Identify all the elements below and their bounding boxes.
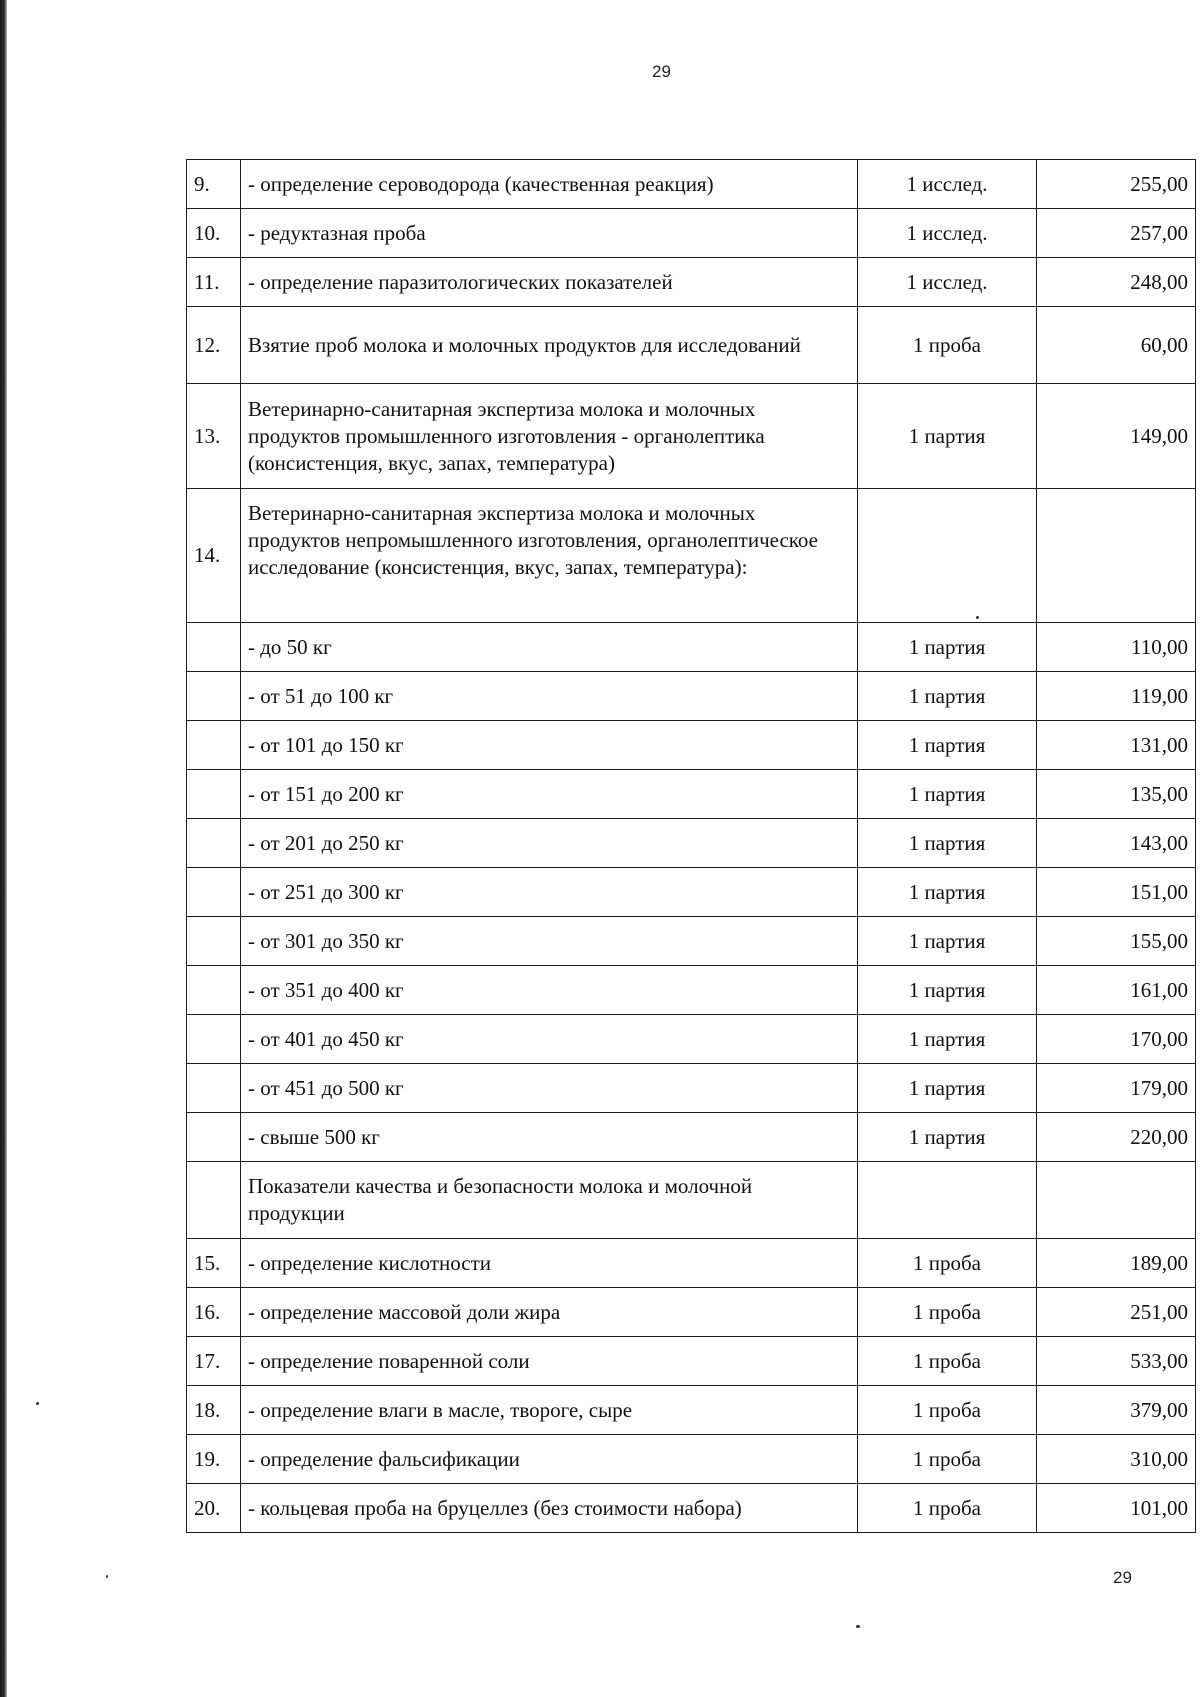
row-number: 20. bbox=[187, 1484, 241, 1533]
row-number: 16. bbox=[187, 1288, 241, 1337]
service-price bbox=[1037, 1162, 1196, 1239]
service-name: - от 151 до 200 кг bbox=[241, 770, 858, 819]
price-table bbox=[186, 159, 1196, 1533]
service-name: - до 50 кг bbox=[241, 623, 858, 672]
service-price: 220,00 bbox=[1037, 1113, 1196, 1162]
service-price: 533,00 bbox=[1037, 1337, 1196, 1386]
service-name: Взятие проб молока и молочных продуктов для исследований bbox=[241, 307, 858, 384]
row-number: 14. bbox=[187, 489, 241, 623]
service-name: - от 401 до 450 кг bbox=[241, 1015, 858, 1064]
row-number bbox=[187, 770, 241, 819]
service-name: - от 301 до 350 кг bbox=[241, 917, 858, 966]
service-price: 170,00 bbox=[1037, 1015, 1196, 1064]
row-number bbox=[187, 1162, 241, 1239]
table-row bbox=[187, 966, 1196, 1015]
service-name: - свыше 500 кг bbox=[241, 1113, 858, 1162]
row-number bbox=[187, 623, 241, 672]
row-number bbox=[187, 672, 241, 721]
service-price: 155,00 bbox=[1037, 917, 1196, 966]
table-row bbox=[187, 672, 1196, 721]
table-row bbox=[187, 489, 1196, 623]
table-row bbox=[187, 258, 1196, 307]
service-unit: 1 партия bbox=[858, 721, 1037, 770]
row-number bbox=[187, 1015, 241, 1064]
scan-speck bbox=[106, 1575, 108, 1578]
service-unit: 1 исслед. bbox=[858, 209, 1037, 258]
service-name: - определение сероводорода (качественная реакция) bbox=[241, 160, 858, 209]
service-price: 135,00 bbox=[1037, 770, 1196, 819]
service-unit: 1 проба bbox=[858, 1337, 1037, 1386]
table-row bbox=[187, 1435, 1196, 1484]
scan-edge-shadow bbox=[0, 0, 7, 1697]
row-number: 13. bbox=[187, 384, 241, 489]
service-unit: 1 проба bbox=[858, 1435, 1037, 1484]
section-heading: Показатели качества и безопасности молока и молочной продукции bbox=[241, 1162, 858, 1239]
service-price: 101,00 bbox=[1037, 1484, 1196, 1533]
service-price: 248,00 bbox=[1037, 258, 1196, 307]
table-row bbox=[187, 307, 1196, 384]
table-row bbox=[187, 1386, 1196, 1435]
service-price: 161,00 bbox=[1037, 966, 1196, 1015]
service-unit: 1 партия bbox=[858, 966, 1037, 1015]
row-number: 9. bbox=[187, 160, 241, 209]
service-name: - от 251 до 300 кг bbox=[241, 868, 858, 917]
service-unit: 1 партия bbox=[858, 819, 1037, 868]
row-number: 17. bbox=[187, 1337, 241, 1386]
service-unit: 1 партия bbox=[858, 623, 1037, 672]
service-unit: 1 проба bbox=[858, 1386, 1037, 1435]
table-row bbox=[187, 1239, 1196, 1288]
table-row bbox=[187, 1337, 1196, 1386]
service-unit bbox=[858, 489, 1037, 623]
service-unit: 1 проба bbox=[858, 1239, 1037, 1288]
table-row bbox=[187, 1064, 1196, 1113]
service-price: 179,00 bbox=[1037, 1064, 1196, 1113]
service-price: 149,00 bbox=[1037, 384, 1196, 489]
service-unit: 1 партия bbox=[858, 672, 1037, 721]
row-number: 12. bbox=[187, 307, 241, 384]
row-number bbox=[187, 1113, 241, 1162]
service-name: - от 201 до 250 кг bbox=[241, 819, 858, 868]
table-row bbox=[187, 384, 1196, 489]
service-name: - определение фальсификации bbox=[241, 1435, 858, 1484]
service-name: Ветеринарно-санитарная экспертиза молока и молочных продуктов промышленного изготовления - органолептика (консистенция, вкус, запах, температура) bbox=[241, 384, 858, 489]
service-unit bbox=[858, 1162, 1037, 1239]
service-unit: 1 исслед. bbox=[858, 258, 1037, 307]
service-unit: 1 партия bbox=[858, 384, 1037, 489]
row-number: 10. bbox=[187, 209, 241, 258]
table-row bbox=[187, 917, 1196, 966]
service-name: - определение поваренной соли bbox=[241, 1337, 858, 1386]
service-unit: 1 партия bbox=[858, 770, 1037, 819]
row-number: 15. bbox=[187, 1239, 241, 1288]
row-number: 19. bbox=[187, 1435, 241, 1484]
table-row bbox=[187, 1288, 1196, 1337]
row-number bbox=[187, 917, 241, 966]
service-price: 310,00 bbox=[1037, 1435, 1196, 1484]
service-price: 151,00 bbox=[1037, 868, 1196, 917]
row-number bbox=[187, 819, 241, 868]
service-unit: 1 проба bbox=[858, 1288, 1037, 1337]
service-price: 379,00 bbox=[1037, 1386, 1196, 1435]
service-price: 110,00 bbox=[1037, 623, 1196, 672]
table-row bbox=[187, 868, 1196, 917]
service-name: - от 351 до 400 кг bbox=[241, 966, 858, 1015]
table-row bbox=[187, 160, 1196, 209]
scan-speck bbox=[976, 616, 979, 619]
row-number: 11. bbox=[187, 258, 241, 307]
table-row bbox=[187, 623, 1196, 672]
page-number-top: 29 bbox=[652, 62, 671, 81]
service-unit: 1 партия bbox=[858, 868, 1037, 917]
service-unit: 1 исслед. bbox=[858, 160, 1037, 209]
service-unit: 1 партия bbox=[858, 1015, 1037, 1064]
scan-speck bbox=[856, 1625, 860, 1628]
table-row bbox=[187, 209, 1196, 258]
row-number bbox=[187, 868, 241, 917]
service-name: - определение паразитологических показателей bbox=[241, 258, 858, 307]
service-name: - определение кислотности bbox=[241, 1239, 858, 1288]
table-row bbox=[187, 819, 1196, 868]
section-heading-row bbox=[187, 1162, 1196, 1239]
service-price: 143,00 bbox=[1037, 819, 1196, 868]
row-number: 18. bbox=[187, 1386, 241, 1435]
service-price: 251,00 bbox=[1037, 1288, 1196, 1337]
service-unit: 1 проба bbox=[858, 307, 1037, 384]
service-unit: 1 партия bbox=[858, 917, 1037, 966]
service-name: - определение массовой доли жира bbox=[241, 1288, 858, 1337]
table-row bbox=[187, 1015, 1196, 1064]
service-price: 119,00 bbox=[1037, 672, 1196, 721]
service-price: 255,00 bbox=[1037, 160, 1196, 209]
service-name: - редуктазная проба bbox=[241, 209, 858, 258]
service-name: Ветеринарно-санитарная экспертиза молока и молочных продуктов непромышленного изготовления, органолептическое исследование (консистенция, вкус, запах, температура): bbox=[241, 489, 858, 623]
table-row bbox=[187, 770, 1196, 819]
table-row bbox=[187, 1113, 1196, 1162]
service-price: 257,00 bbox=[1037, 209, 1196, 258]
service-name: - от 451 до 500 кг bbox=[241, 1064, 858, 1113]
service-price: 60,00 bbox=[1037, 307, 1196, 384]
service-name: - от 101 до 150 кг bbox=[241, 721, 858, 770]
service-unit: 1 проба bbox=[858, 1484, 1037, 1533]
service-name: - определение влаги в масле, твороге, сыре bbox=[241, 1386, 858, 1435]
service-price: 189,00 bbox=[1037, 1239, 1196, 1288]
row-number bbox=[187, 1064, 241, 1113]
table-row bbox=[187, 721, 1196, 770]
service-name: - кольцевая проба на бруцеллез (без стоимости набора) bbox=[241, 1484, 858, 1533]
service-unit: 1 партия bbox=[858, 1113, 1037, 1162]
service-price bbox=[1037, 489, 1196, 623]
row-number bbox=[187, 721, 241, 770]
table-row bbox=[187, 1484, 1196, 1533]
service-unit: 1 партия bbox=[858, 1064, 1037, 1113]
scan-speck bbox=[36, 1402, 39, 1405]
service-price: 131,00 bbox=[1037, 721, 1196, 770]
page-number-bottom: 29 bbox=[1113, 1568, 1132, 1587]
service-name: - от 51 до 100 кг bbox=[241, 672, 858, 721]
row-number bbox=[187, 966, 241, 1015]
